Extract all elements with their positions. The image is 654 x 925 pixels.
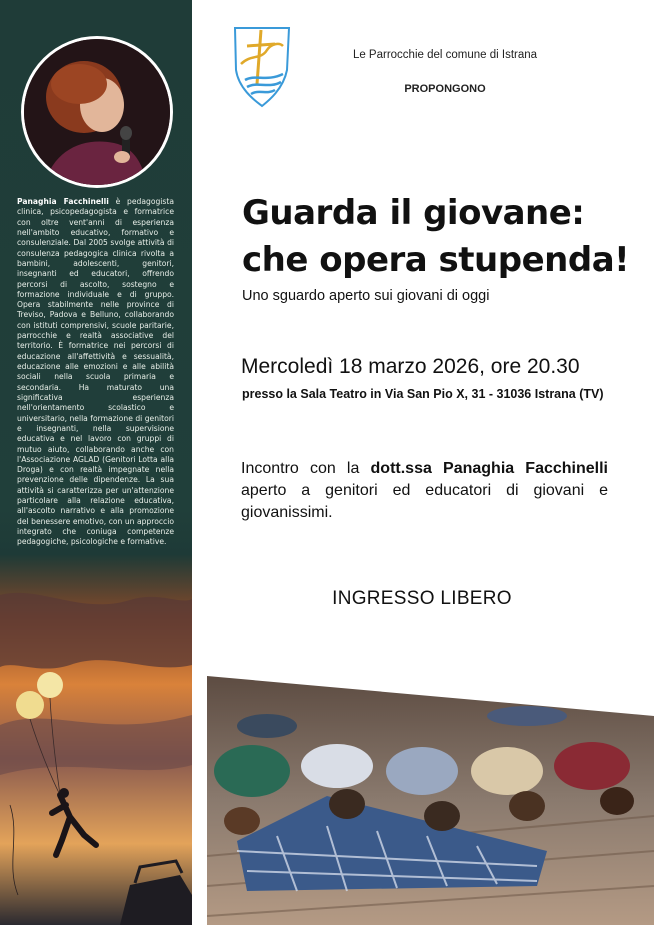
intro-suffix: aperto a genitori ed educatori di giovani e giovanissimi.: [241, 482, 608, 521]
event-intro: [241, 458, 608, 524]
balloon-illustration: [0, 555, 192, 925]
bio-text: è pedagogista clinica, psicopedagogista e formatrice con oltre vent'anni di esperienza nell'ambito educativo, formativo e consulenziale. Dal 2005 svolge attività di consulenza pedagogica clinica rivolta a bambini, adolescenti, genitori, insegnanti ed educatori, offrendo percorsi di ascolto, sostegno e formazione individuale e di gruppo. Opera stabilmente nelle province di Treviso, Padova e Belluno, collaborando con istituti comprensivi, scuole paritarie, parrocchie e realtà associative del territorio. È formatrice nei percorsi di educazione all'affettività e sessualità, educazione alle emozioni e alle abilità sociali nella scuola primaria e secondaria. Ha maturato una significativa esperienza nell'orientamento scolastico e universitario, nella formazione di genitori e insegnanti, nella supervisione educativa e nel lavoro con gruppi di mutuo aiuto, collaborando anche con l'Associazione AGLAD (Genitori Lotta alla Droga) e con realtà impegnate nella prevenzione delle dipendenze. La sua attività si caratterizza per un'attenzione particolare alla relazione educativa, all'ascolto narrativo e alla promozione del benessere emotivo, con un approccio integrato che coniuga competenze pedagogiche, psicologiche e formative.: [17, 197, 174, 547]
title-line-2: che opera stupenda!: [242, 240, 630, 280]
speaker-bio: [17, 197, 174, 548]
proposal-label: PROPONGONO: [404, 83, 486, 95]
event-venue: presso la Sala Teatro in Via San Pio X, 31 - 31036 Istrana (TV): [242, 387, 604, 401]
entry-label: INGRESSO LIBERO: [332, 588, 512, 609]
intro-prefix: Incontro con la: [241, 460, 371, 477]
sidebar: [0, 0, 192, 925]
speaker-portrait: [21, 36, 173, 188]
bio-name: Panaghia Facchinelli: [17, 197, 109, 206]
parish-logo-icon: [227, 24, 297, 110]
youth-photo: [207, 676, 654, 925]
speaker-name: dott.ssa Panaghia Facchinelli: [370, 460, 609, 477]
title-line-1: Guarda il giovane:: [242, 193, 585, 233]
event-subtitle: Uno sguardo aperto sui giovani di oggi: [242, 288, 490, 304]
event-title: [242, 190, 642, 284]
event-date: Mercoledì 18 marzo 2026, ore 20.30: [241, 355, 580, 378]
organizer-name: Le Parrocchie del comune di Istrana: [352, 49, 538, 61]
